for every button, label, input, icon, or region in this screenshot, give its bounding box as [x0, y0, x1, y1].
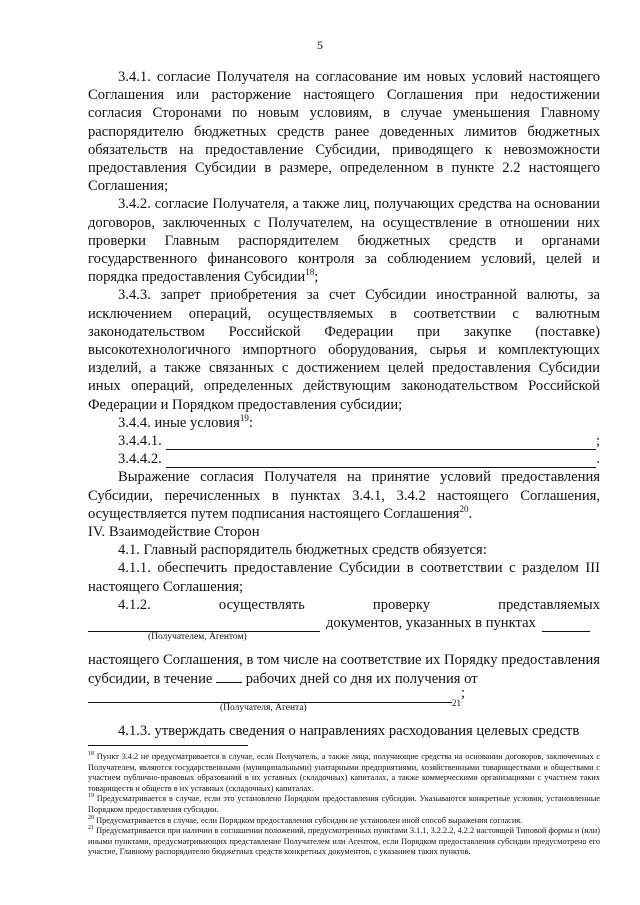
clause-3-4-4-2-number: 3.4.4.2.: [118, 451, 162, 468]
clause-4-1-2-word: представляемых: [498, 596, 600, 613]
footnote-text: Предусматривается при наличии в соглашении положений, предусмотренных пунктами 3.1.1, 3.2.2.2, 4.2.2 настоящей Типовой формы и (или) иными пунктами, предусматривающих представление Получателем или Агентом, если Порядком предоставления субсидии предусмотрено его участие, Главному распорядителю бюджетных средств конкретных документов, с указанием таких пунктов.: [88, 826, 600, 857]
clause-4-1-2-body-text-b: рабочих дней со дня их получения от: [245, 671, 478, 688]
clause-4-1-2-number: 4.1.2.: [118, 596, 151, 613]
clause-4-1-1: [88, 559, 600, 595]
footnote-text: Предусматривается в случае, если это установлено Порядком предоставления субсидии. Указываются конкретные условия, установленные Порядком предоставления субсидии.: [88, 794, 600, 814]
clause-3-4-4-1-end: ;: [595, 433, 600, 450]
clause-4-1-2-body-text: настоящего Соглашения, в том числе на соответствие их Порядку предоставления субсидии, в течение: [88, 652, 600, 688]
clause-3-4-3-text: 3.4.3. запрет приобретения за счет Субсидии иностранной валюты, за исключением операций, осуществляемых в соответствии с валютным законодательством Российской Федерации при закупке (поставке) высокотехнологичного импортного оборудования, сырья и комплектующих изделий, а также связанных с достижением целей предоставления Субсидии иных операций, определенных действующим законодательством Российской Федерации и Порядком предоставления субсидии;: [88, 287, 600, 413]
clause-4-1-2-line4: 21 ;: [88, 689, 600, 703]
page-number: 5: [317, 38, 323, 52]
blank-line: [166, 436, 596, 450]
clause-3-4-2-text: 3.4.2. согласие Получателя, а также лиц, получающих средства на основании договоров, заключенных с Получателем, на осуществление в отношении них проверки Главным распорядителем бюджетных средств и органами государственного финансового контроля за соблюдением условий, целей и порядка предоставления Субсидии: [88, 196, 600, 286]
footnote-text: Пункт 3.4.2 не предусматривается в случае, если Получатель, а также лица, получающие средства на основании договоров, заключенных с Получателем, являются государственными (муниципальными) унитарными предприятиями, хозяйственными товариществами и обществами с участием публично-правовых образований в их уставных (складочных) капиталах, а также коммерческими организациями с участием таких товариществ и обществ в их уставных (складочных) капиталах.: [88, 752, 601, 793]
caption-recipient-agent-2: (Получателя, Агента): [220, 702, 307, 713]
clause-3-4-2-end: ;: [314, 269, 319, 286]
blank-line-recipient: [88, 618, 320, 632]
clause-4-1-1-text: 4.1.1. обеспечить предоставление Субсидии в соответствии с разделом III настоящего Соглашения;: [88, 560, 600, 595]
main-text: [88, 68, 600, 740]
consent-paragraph: [88, 468, 600, 523]
clause-3-4-4-1-number: 3.4.4.1.: [118, 433, 162, 450]
footnote-number: 21: [88, 825, 94, 832]
consent-text: Выражение согласия Получателя на принятие условий предоставления Субсидии, перечисленных в пунктах 3.4.1, 3.4.2 настоящего Соглашения, осуществляется путем подписания настоящего Соглашения: [88, 469, 600, 522]
clause-3-4-4-text: 3.4.4. иные условия: [118, 414, 240, 431]
clause-4-1-2-line1: [88, 596, 600, 614]
clause-3-4-4: [88, 414, 600, 432]
blank-line: [166, 454, 597, 468]
blank-line-days: [216, 669, 242, 683]
clause-4-1-2-end: ;: [461, 685, 466, 702]
clause-4-1-text: 4.1. Главный распорядитель бюджетных средств обязуется:: [118, 542, 487, 559]
clause-4-1-2-word: проверку: [372, 596, 431, 613]
section-iv-title: IV. Взаимодействие Сторон: [88, 524, 260, 541]
clause-3-4-1: [88, 68, 600, 195]
clause-4-1-3: [88, 722, 600, 740]
footnote-divider: [88, 745, 248, 746]
clause-4-1-2-line2-text: документов, указанных в пунктах: [326, 615, 536, 632]
clause-3-4-4-end: :: [248, 414, 253, 431]
clause-3-4-4-2: [88, 450, 600, 468]
footnote-number: 19: [88, 793, 94, 800]
clause-3-4-2: [88, 195, 600, 286]
clause-3-4-4-1: [88, 432, 600, 450]
consent-end: .: [468, 505, 473, 522]
clause-4-1: [88, 541, 600, 559]
clause-4-1-2-word: осуществлять: [218, 596, 305, 613]
clause-4-1-2-line2: [88, 614, 600, 632]
clause-3-4-4-2-end: .: [596, 451, 600, 468]
clause-4-1-3-text: 4.1.3. утверждать сведения о направлениях расходования целевых средств: [118, 722, 580, 739]
footnote-ref-19[interactable]: 19: [239, 413, 249, 423]
footnote-21: [88, 826, 600, 858]
footnote-19: [88, 794, 600, 815]
footnote-18: [88, 752, 600, 794]
footnote-number: 18: [88, 751, 94, 758]
clause-3-4-1-text: 3.4.1. согласие Получателя на согласование им новых условий настоящего Соглашения или расторжение настоящего Соглашения при недостижении согласия Сторонами по новым условиям, в случае уменьшения Главному распорядителю бюджетных средств ранее доведенных лимитов бюджетных обязательств на предоставление Субсидии, приводящего к невозможности предоставления Субсидии в размере, определенном в пункте 2.2 настоящего Соглашения;: [88, 69, 600, 195]
footnote-ref-18[interactable]: 18: [305, 267, 315, 278]
clause-3-4-3: [88, 286, 600, 413]
caption-recipient-agent: (Получателем, Агентом): [148, 632, 247, 643]
footnote-ref-20[interactable]: 20: [459, 503, 469, 514]
footnote-text: Предусматривается в случае, если Порядком предоставления субсидии не установлен иной способ выражения согласия.: [96, 815, 523, 825]
footnote-20: [88, 816, 600, 827]
clause-4-1-2-body: [88, 651, 600, 688]
footnotes: [88, 752, 600, 858]
blank-line-points: [542, 618, 590, 632]
footnote-number: 20: [88, 814, 94, 821]
blank-line-source: [88, 689, 452, 703]
